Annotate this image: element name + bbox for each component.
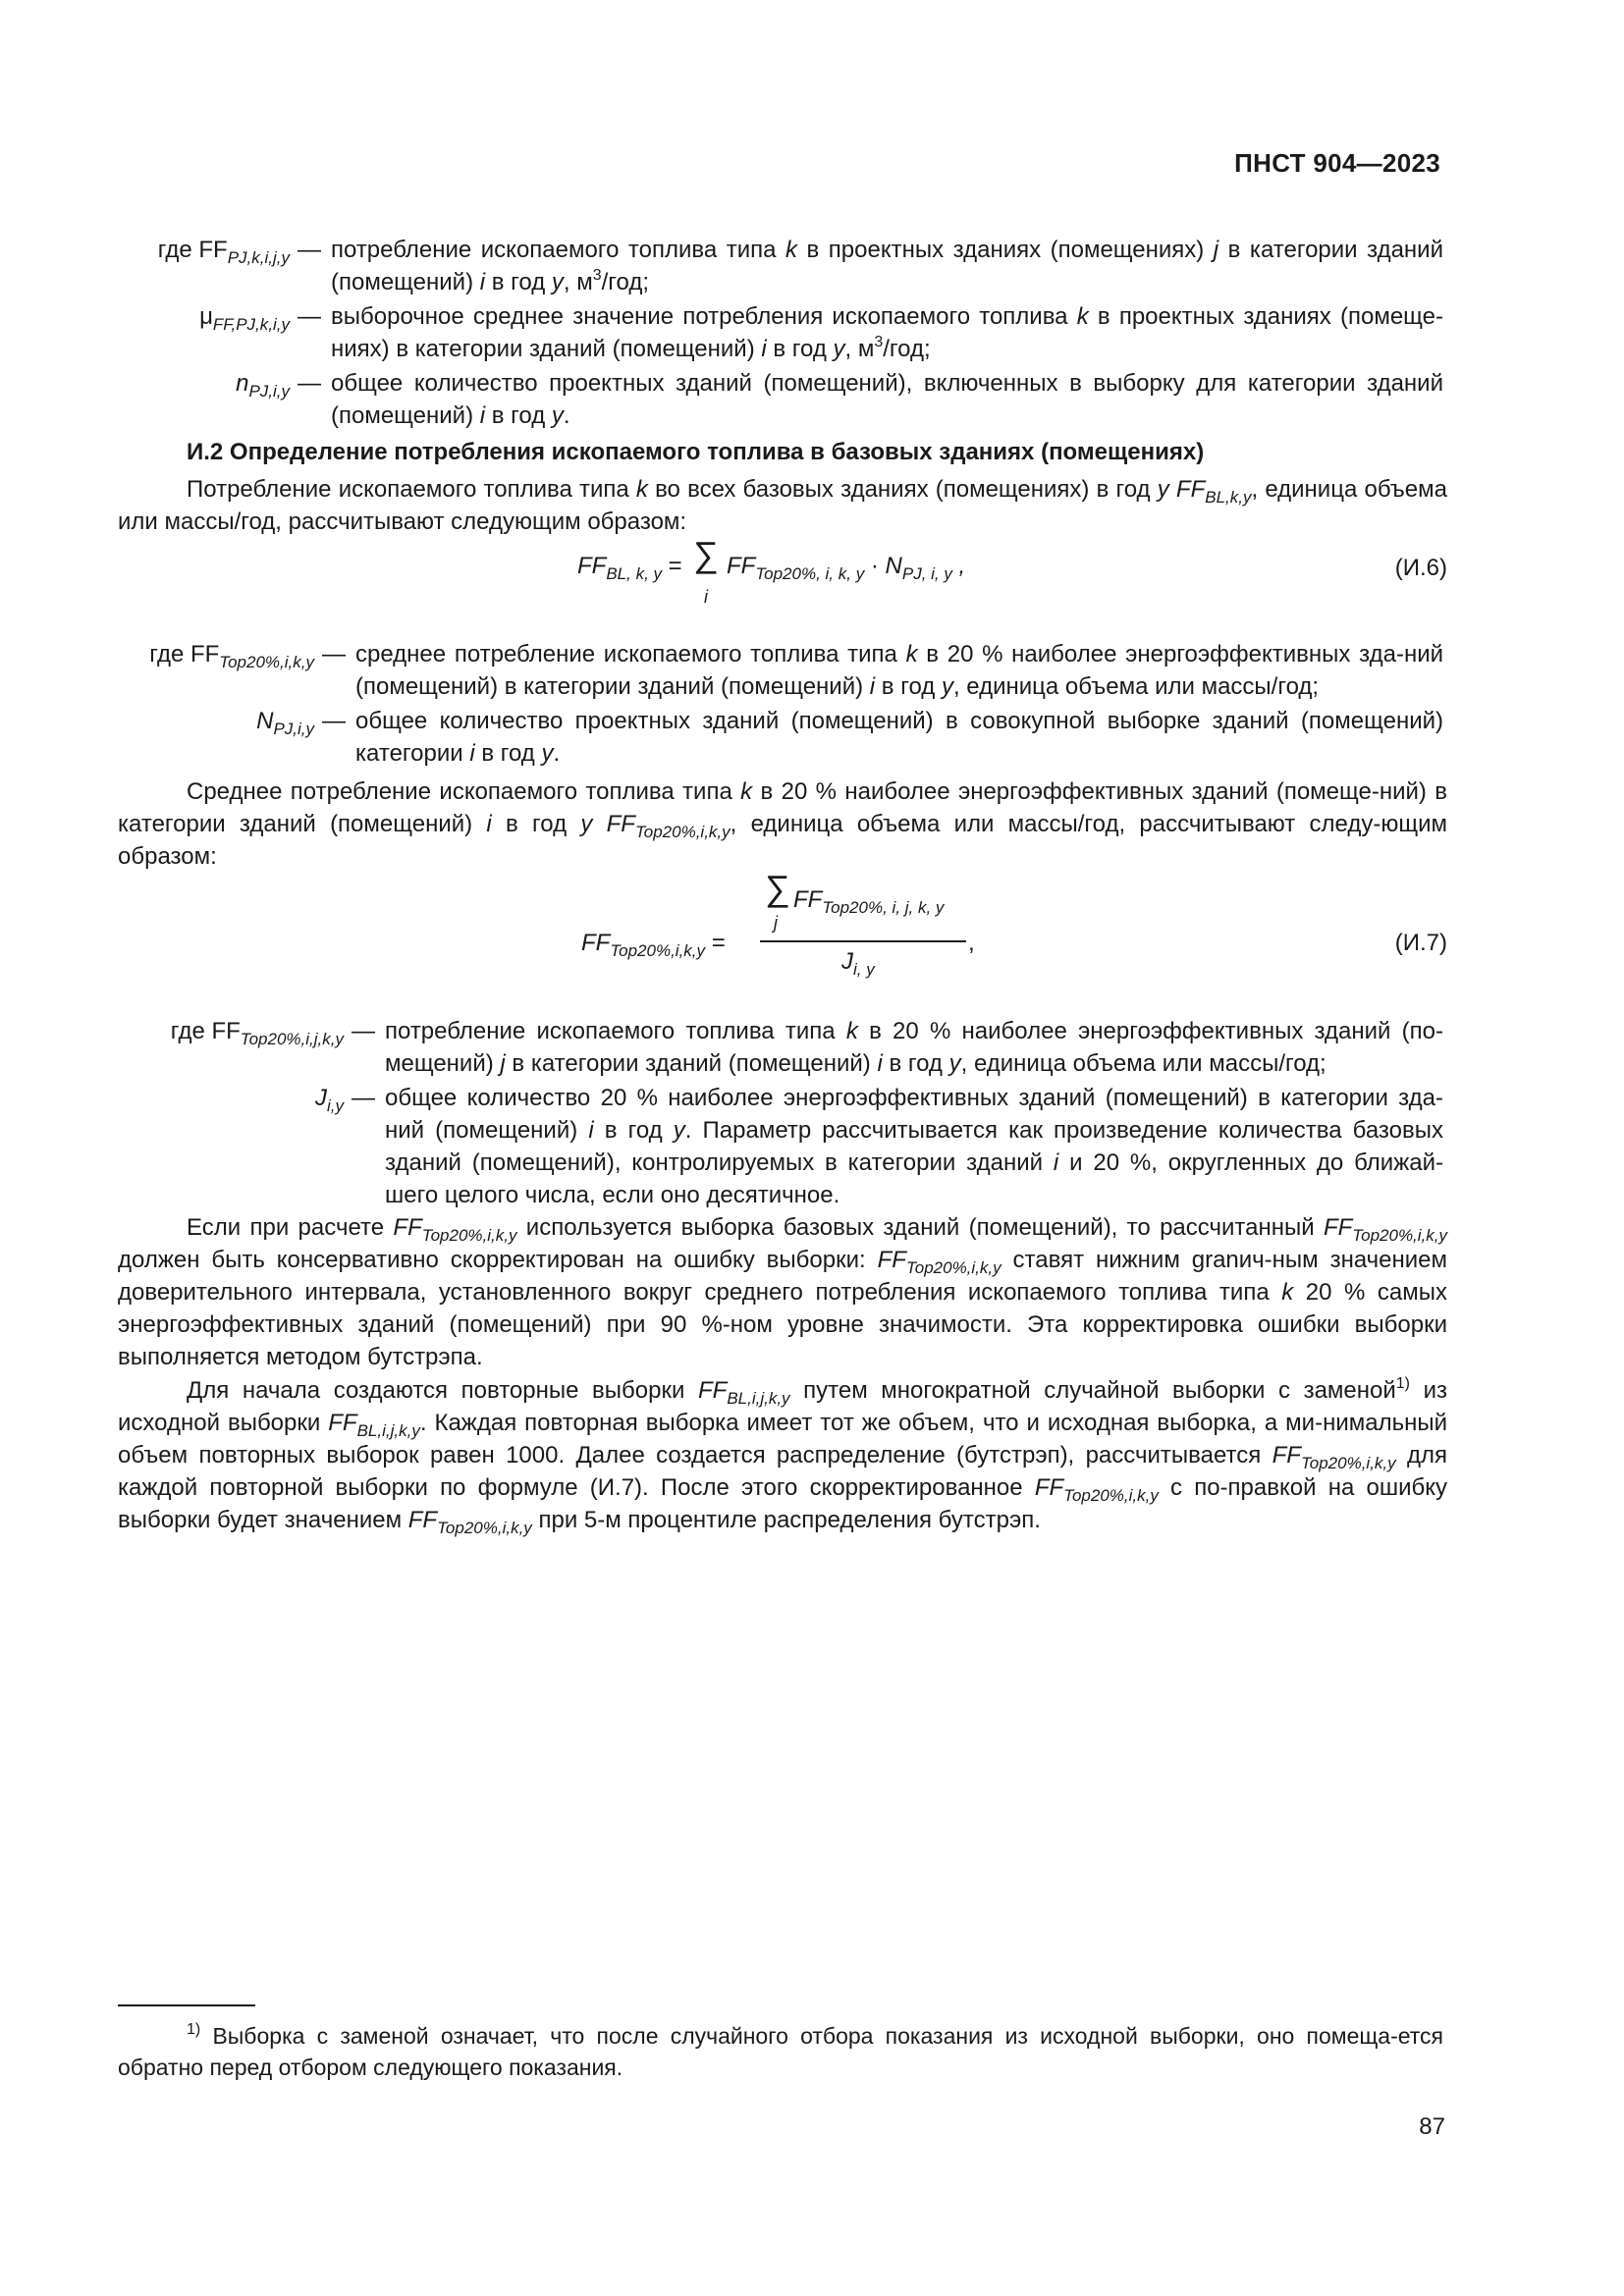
footnote-separator [118, 2004, 255, 2006]
paragraph: Потребление ископаемого топлива типа k во всех базовых зданиях (помещениях) в год y $FF_{BL,k,y}$, единица объема или массы/год, рассчитывают следующим образом: [118, 476, 1447, 535]
definition-item: $J_{i,y}$ — общее количество 20 % наиболее энергоэффективных зданий (помещений) в категории зда-ний (помещений) i в год y. Параметр рассчитывается как произведение количества базовых зданий (помещений), контролируемых в категории зданий i и 20 %, округленных до ближай-шего целого числа, если оно десятичное. [315, 1085, 1444, 1208]
definition-item: $\mu_{FF,PJ,k,i,y}$ — выборочное среднее значение потребления ископаемого топлива k в проектных зданиях (помеще-ниях) в категории зданий (помещений) i в год y, $м^3$/год; [199, 303, 1443, 362]
paragraph: Среднее потребление ископаемого топлива типа k в 20 % наиболее энергоэффективных зданий (помеще-ний) в категории зданий (помещений) i в год y $FF_{Top20\%,i,k,y}$, единица объема или массы/год, рассчитывают следу-ющим образом: [118, 778, 1448, 870]
definitions-block-2 [118, 638, 1443, 770]
section-heading: И.2 Определение потребления ископаемого топлива в базовых зданиях (помещениях) [187, 439, 1205, 465]
fraction-line [760, 940, 966, 942]
definition-item: $N_{PJ,i,y}$ — общее количество проектных зданий (помещений) в совокупной выборке зданий (помещений) категории i в год y. [256, 708, 1443, 767]
document-id: ПНСТ 904—2023 [1234, 148, 1440, 178]
sum-symbol: ∑ [693, 534, 719, 574]
document-page: ПНСТ 904—2023 где $FF_{PJ,k,i,j,y}$ — потребление ископаемого топлива типа k в проектных зданиях (помещениях) j в категории зданий (помещений) i в год y, $м^3$/год; $\mu_{FF,PJ,k,i,y}$ — выборочное среднее значение потребления ископаемого топлива k в проектных зданиях (помеще-ниях) в категории зданий (помещений) i в год y, $м^3$/год; $n_{PJ,i,y}$ — общее количество проектных зданий (помещений), включенных в выборку для категории зданий (помещений) i в год y. И.2 Определение потребления ископаемого топлива в базовых зданиях (помещениях) Потребление ископаемого топлива типа k во всех базовых зданиях (помещениях) в год y $FF_{BL,k,y}$, единица объема или массы/год, рассчитывают следующим образом: $FF_{BL, k, y}$ = ∑ i $FF_{Top20\%, i, k, y} \cdot N_{PJ, i, y}$ , (И.6) где $FF_{Top20\%,i,k,y}$ — среднее потребление ископаемого топлива типа k в 20 % наиболее энергоэффективных зда-ний (помещений) в категории зданий (помещений) i в год y, единица объема или массы/год; $N_{PJ,i,y}$ — общее количество проектных зданий (помещений) в совокупной выборке зданий (помещений) категории i в год y. Среднее потребление ископаемого топлива типа k в 20 % наиболее энергоэффективных зданий (помеще-ний) в категории зданий (помещений) i в год y $FF_{Top20\%,i,k,y}$, единица объема или массы/год, рассчитывают следу-ющим образом: $FF_{Top20\%,i,k,y}$ = ∑ j $FF_{Top20\%, i, j, k, y}$ $J_{i, y}$ , (И.7) где $FF_{Top20\%,i,j,k,y}$ — потребление ископаемого топлива типа k в 20 % наиболее энергоэффективных зданий (по-мещений) j в категории зданий (помещений) i в год y, единица объема или массы/год; $J_{i,y}$ — общее количество 20 % наиболее энергоэффективных зданий (помещений) в категории зда-ний (помещений) i в год y. Параметр рассчитывается как произведение количества базовых зданий (помещений), контролируемых в категории зданий i и 20 %, округленных до ближай-шего целого числа, если оно десятичное. Если при расчете $FF_{Top20\%,i,k,y}$ используется выборка базовых зданий (помещений), то рассчитанный $FF_{Top20\%,i,k,y}$ должен быть консервативно скорректирован на ошибку выборки: $FF_{Top20\%,i,k,y}$ ставят нижним granич-ным значением доверительного интервала, установленного вокруг среднего потребления ископаемого топлива типа k 20 % самых энергоэффективных зданий (помещений) при 90 %-ном уровне значимости. Эта корректировка ошибки выборки выполняется методом бутстрэпа. Для начала создаются повторные выборки $FF_{BL,i,j,k,y}$ путем многократной случайной выборки с заменой$^{1)}$ из исходной выборки $FF_{BL,i,j,k,y}$. Каждая повторная выборка имеет тот же объем, что и исходная выборка, а ми-нимальный объем повторных выборок равен 1000. Далее создается распределение (бутстрэп), рассчитывается $FF_{Top20\%,i,k,y}$ для каждой повторной выборки по формуле (И.7). После этого скорректированное $FF_{Top20\%,i,k,y}$ с по-правкой на ошибку выборки будет значением $FF_{Top20\%,i,k,y}$ при 5-м процентиле распределения бутстрэп. $^{1)}$ Выборка с заменой означает, что после случайного отбора показания из исходной выборки, оно помеща-ется обратно перед отбором следующего показания. 87 [0, 0, 1624, 2296]
definitions-block-1 [118, 234, 1443, 432]
equation-number: (И.6) [1394, 555, 1447, 581]
equation-number: (И.7) [1394, 930, 1447, 956]
page-number: 87 [1419, 2113, 1445, 2140]
footnote: $^{1)}$ Выборка с заменой означает, что после случайного отбора показания из исходной выборки, оно помеща-ется обратно перед отбором следующего показания. [118, 2021, 1443, 2080]
paragraph: Если при расчете $FF_{Top20\%,i,k,y}$ используется выборка базовых зданий (помещений), то рассчитанный $FF_{Top20\%,i,k,y}$ должен быть консервативно скорректирован на ошибку выборки: $FF_{Top20\%,i,k,y}$ ставят нижним granич-ным значением доверительного интервала, установленного вокруг среднего потребления ископаемого топлива типа k 20 % самых энергоэффективных зданий (помещений) при 90 %-ном уровне значимости. Эта корректировка ошибки выборки выполняется методом бутстрэпа. [118, 1214, 1448, 1370]
definition-item: где $FF_{Top20\%,i,j,k,y}$ — потребление ископаемого топлива типа k в 20 % наиболее энергоэффективных зданий (по-мещений) j в категории зданий (помещений) i в год y, единица объема или массы/год; [170, 1018, 1444, 1077]
paragraph: Для начала создаются повторные выборки $FF_{BL,i,j,k,y}$ путем многократной случайной выборки с заменой$^{1)}$ из исходной выборки $FF_{BL,i,j,k,y}$. Каждая повторная выборка имеет тот же объем, что и исходная выборка, а ми-нимальный объем повторных выборок равен 1000. Далее создается распределение (бутстрэп), рассчитывается $FF_{Top20\%,i,k,y}$ для каждой повторной выборки по формуле (И.7). После этого скорректированное $FF_{Top20\%,i,k,y}$ с по-правкой на ошибку выборки будет значением $FF_{Top20\%,i,k,y}$ при 5-м процентиле распределения бутстрэп. [118, 1375, 1448, 1537]
definition-item: $n_{PJ,i,y}$ — общее количество проектных зданий (помещений), включенных в выборку для категории зданий (помещений) i в год y. [236, 370, 1443, 429]
sum-symbol: ∑ [765, 868, 790, 908]
definition-item: где $FF_{Top20\%,i,k,y}$ — среднее потребление ископаемого топлива типа k в 20 % наиболее энергоэффективных зда-ний (помещений) в категории зданий (помещений) i в год y, единица объема или массы/год; [149, 641, 1444, 700]
definitions-block-3 [118, 1015, 1443, 1211]
definition-item: где $FF_{PJ,k,i,j,y}$ — потребление ископаемого топлива типа k в проектных зданиях (помещениях) j в категории зданий (помещений) i в год y, $м^3$/год; [157, 237, 1443, 295]
